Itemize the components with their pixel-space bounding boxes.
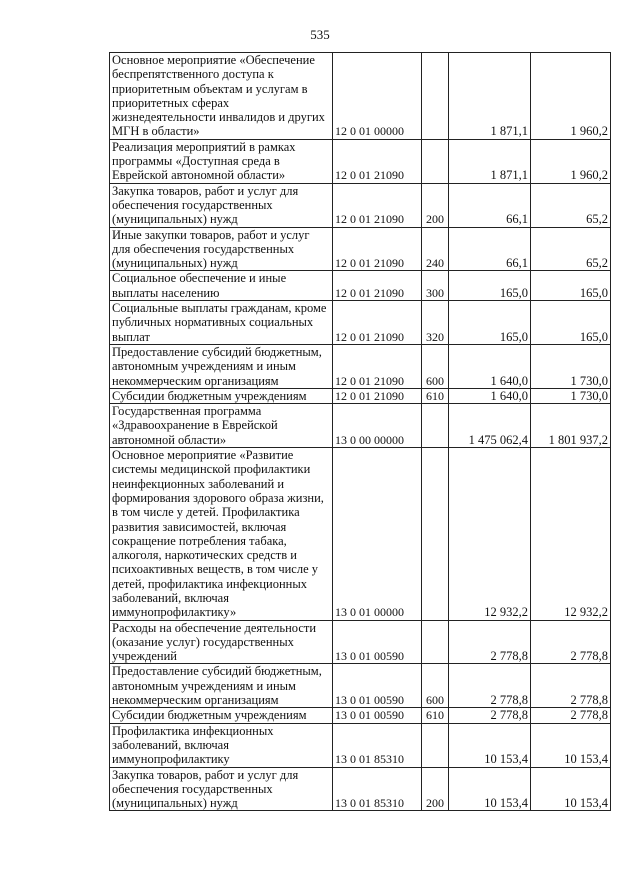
row-vr: [422, 404, 449, 448]
row-code: 13 0 01 00590: [333, 620, 422, 664]
row-amount-year1: 1 640,0: [449, 344, 531, 388]
table-row: [110, 139, 611, 183]
table-row: [110, 271, 611, 301]
row-amount-year1: 1 871,1: [449, 139, 531, 183]
table-row: [110, 301, 611, 345]
row-name: Основное мероприятие «Развитие системы медицинской профилактики неинфекционных заболеваний и формирования здорового образа жизни, в том числе у детей. Профилактика развития зависимостей, включая сокращение потребления табака, алкоголя, наркотических средств и психоактивных веществ, в том числе у детей, профилактика инфекционных заболеваний, включая иммунопрофилактику»: [110, 448, 333, 621]
row-vr: 610: [422, 388, 449, 403]
row-code: 13 0 01 85310: [333, 767, 422, 811]
row-vr: [422, 723, 449, 767]
row-amount-year2: 65,2: [531, 227, 611, 271]
row-amount-year1: 1 871,1: [449, 53, 531, 140]
row-amount-year2: 1 730,0: [531, 344, 611, 388]
table-row: [110, 664, 611, 708]
row-code: 13 0 01 85310: [333, 723, 422, 767]
row-amount-year2: 2 778,8: [531, 664, 611, 708]
row-vr: 200: [422, 767, 449, 811]
page-number: 535: [310, 27, 330, 42]
table-row: [110, 708, 611, 723]
row-amount-year1: 66,1: [449, 227, 531, 271]
row-amount-year1: 66,1: [449, 183, 531, 227]
row-amount-year2: 165,0: [531, 301, 611, 345]
row-amount-year1: 2 778,8: [449, 708, 531, 723]
row-code: 13 0 01 00590: [333, 664, 422, 708]
row-vr: 300: [422, 271, 449, 301]
row-name: Иные закупки товаров, работ и услуг для обеспечения государственных (муниципальных) нужд: [110, 227, 333, 271]
row-name: Социальное обеспечение и иные выплаты населению: [110, 271, 333, 301]
row-code: 13 0 01 00590: [333, 708, 422, 723]
row-code: 12 0 01 21090: [333, 139, 422, 183]
row-amount-year2: 165,0: [531, 271, 611, 301]
row-amount-year1: 2 778,8: [449, 664, 531, 708]
table-row: [110, 620, 611, 664]
row-code: 12 0 01 21090: [333, 301, 422, 345]
table-row: [110, 448, 611, 621]
table-row: [110, 767, 611, 811]
row-vr: 320: [422, 301, 449, 345]
row-name: Закупка товаров, работ и услуг для обеспечения государственных (муниципальных) нужд: [110, 767, 333, 811]
table-row: [110, 723, 611, 767]
row-amount-year1: 165,0: [449, 301, 531, 345]
row-amount-year2: 65,2: [531, 183, 611, 227]
row-amount-year1: 10 153,4: [449, 723, 531, 767]
row-vr: [422, 620, 449, 664]
row-amount-year2: 1 960,2: [531, 139, 611, 183]
row-name: Социальные выплаты гражданам, кроме публичных нормативных социальных выплат: [110, 301, 333, 345]
row-amount-year1: 165,0: [449, 271, 531, 301]
row-amount-year1: 12 932,2: [449, 448, 531, 621]
row-amount-year2: 12 932,2: [531, 448, 611, 621]
row-amount-year1: 10 153,4: [449, 767, 531, 811]
row-amount-year1: 1 475 062,4: [449, 404, 531, 448]
row-code: 12 0 01 21090: [333, 388, 422, 403]
table-row: [110, 388, 611, 403]
table-row: [110, 53, 611, 140]
row-amount-year2: 10 153,4: [531, 767, 611, 811]
budget-table: [109, 52, 611, 811]
table-row: [110, 344, 611, 388]
row-name: Предоставление субсидий бюджетным, автономным учреждениям и иным некоммерческим организациям: [110, 344, 333, 388]
row-vr: 610: [422, 708, 449, 723]
row-amount-year2: 2 778,8: [531, 708, 611, 723]
row-amount-year2: 1 801 937,2: [531, 404, 611, 448]
row-name: Расходы на обеспечение деятельности (оказание услуг) государственных учреждений: [110, 620, 333, 664]
table-row: [110, 404, 611, 448]
row-name: Субсидии бюджетным учреждениям: [110, 388, 333, 403]
table-row: [110, 227, 611, 271]
row-code: 12 0 01 21090: [333, 183, 422, 227]
row-amount-year1: 1 640,0: [449, 388, 531, 403]
row-vr: 600: [422, 664, 449, 708]
row-amount-year2: 2 778,8: [531, 620, 611, 664]
row-name: Профилактика инфекционных заболеваний, включая иммунопрофилактику: [110, 723, 333, 767]
row-name: Предоставление субсидий бюджетным, автономным учреждениям и иным некоммерческим организациям: [110, 664, 333, 708]
row-code: 13 0 00 00000: [333, 404, 422, 448]
row-vr: [422, 53, 449, 140]
row-vr: 200: [422, 183, 449, 227]
row-vr: 600: [422, 344, 449, 388]
row-code: 12 0 01 00000: [333, 53, 422, 140]
row-code: 12 0 01 21090: [333, 271, 422, 301]
row-vr: 240: [422, 227, 449, 271]
table-row: [110, 183, 611, 227]
row-code: 12 0 01 21090: [333, 344, 422, 388]
row-amount-year2: 1 730,0: [531, 388, 611, 403]
row-name: Государственная программа «Здравоохранение в Еврейской автономной области»: [110, 404, 333, 448]
row-amount-year2: 1 960,2: [531, 53, 611, 140]
budget-table-body: [110, 53, 611, 811]
row-code: 12 0 01 21090: [333, 227, 422, 271]
row-name: Основное мероприятие «Обеспечение беспрепятственного доступа к приоритетным объектам и услугам в приоритетных сферах жизнедеятельности инвалидов и других МГН в области»: [110, 53, 333, 140]
row-code: 13 0 01 00000: [333, 448, 422, 621]
row-name: Закупка товаров, работ и услуг для обеспечения государственных (муниципальных) нужд: [110, 183, 333, 227]
row-vr: [422, 139, 449, 183]
row-vr: [422, 448, 449, 621]
row-name: Реализация мероприятий в рамках программы «Доступная среда в Еврейской автономной области»: [110, 139, 333, 183]
row-amount-year1: 2 778,8: [449, 620, 531, 664]
row-amount-year2: 10 153,4: [531, 723, 611, 767]
row-name: Субсидии бюджетным учреждениям: [110, 708, 333, 723]
